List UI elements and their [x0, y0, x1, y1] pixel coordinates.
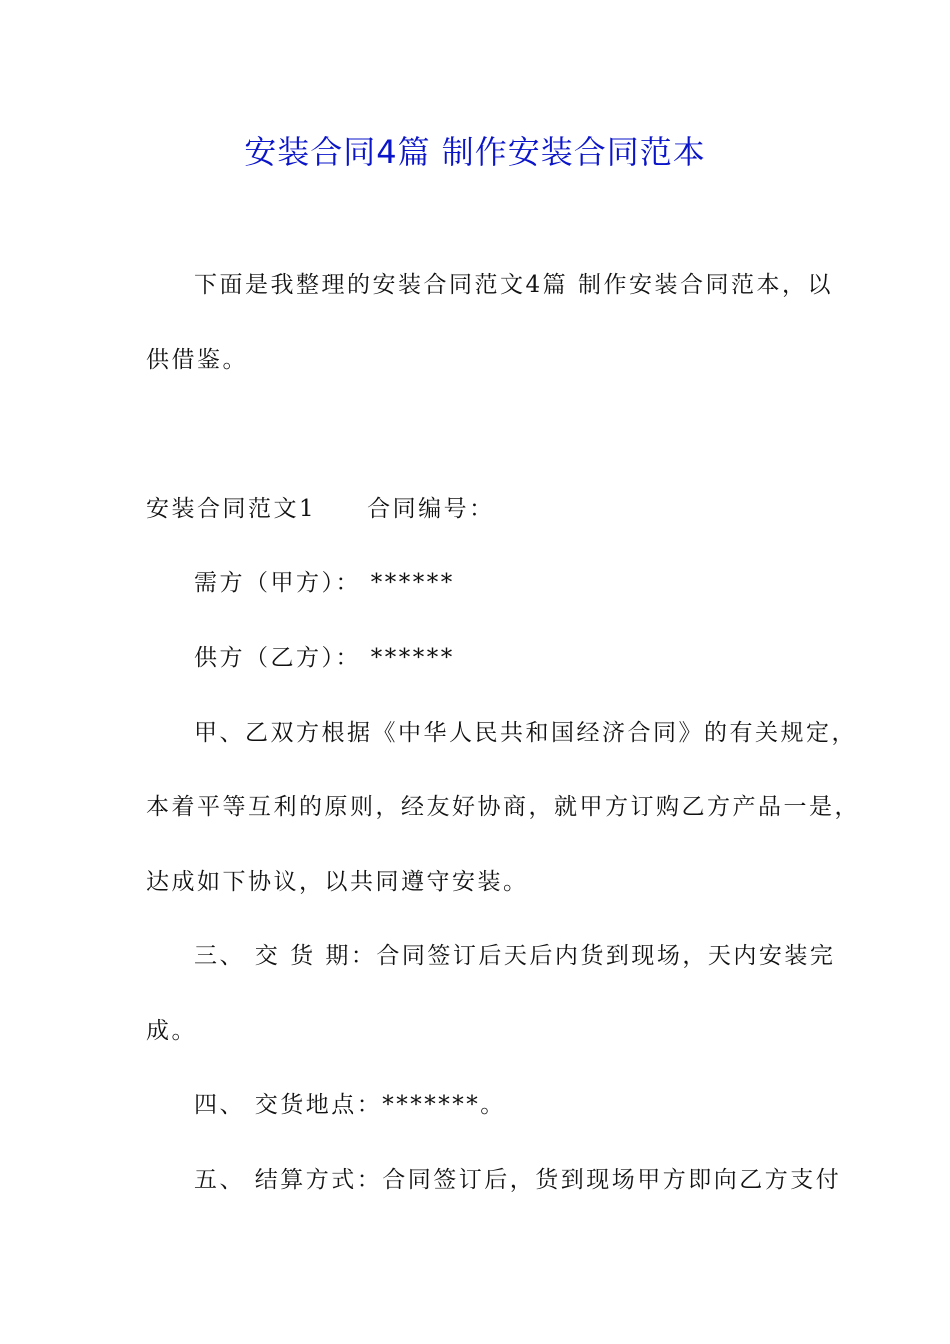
- paragraph-line-2: 本着平等互利的原则，经友好协商，就甲方订购乙方产品一是，: [146, 794, 860, 820]
- intro-line-2: 供借鉴。: [146, 347, 248, 373]
- supply-party-line: 供方（乙方）： ******: [194, 645, 455, 671]
- item-3-line-1: 三、 交 货 期：合同签订后天后内货到现场，天内安装完: [194, 943, 836, 969]
- paragraph-line-1: 甲、乙双方根据《中华人民共和国经济合同》的有关规定，: [194, 720, 857, 746]
- section-heading: 安装合同范文1 合同编号：: [146, 496, 495, 522]
- document-title: 安装合同4篇 制作安装合同范本: [244, 133, 706, 171]
- paragraph-line-3: 达成如下协议，以共同遵守安装。: [146, 869, 529, 895]
- intro-line-1: 下面是我整理的安装合同范文4篇 制作安装合同范本，以: [194, 272, 833, 298]
- item-4-line: 四、 交货地点：*******。: [194, 1092, 506, 1118]
- item-3-line-2: 成。: [146, 1018, 197, 1044]
- demand-party-line: 需方（甲方）： ******: [194, 570, 455, 596]
- item-5-line: 五、 结算方式：合同签订后，货到现场甲方即向乙方支付: [194, 1167, 842, 1193]
